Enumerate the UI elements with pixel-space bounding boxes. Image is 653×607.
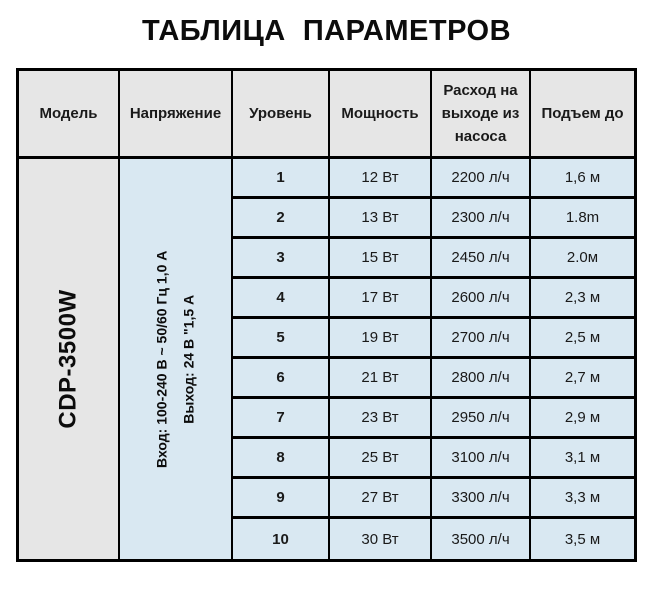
cell-flow: 2800 л/ч xyxy=(432,359,531,399)
cell-power: 13 Вт xyxy=(330,199,432,239)
cell-lift: 3,1 м xyxy=(531,439,634,479)
cell-level: 6 xyxy=(233,359,330,399)
cell-level: 2 xyxy=(233,199,330,239)
cell-power: 19 Вт xyxy=(330,319,432,359)
cell-level: 10 xyxy=(233,519,330,559)
cell-level: 5 xyxy=(233,319,330,359)
header-lift: Подъем до xyxy=(531,71,634,159)
header-power: Мощность xyxy=(330,71,432,159)
cell-flow: 2700 л/ч xyxy=(432,319,531,359)
cell-power: 21 Вт xyxy=(330,359,432,399)
cell-lift: 2,5 м xyxy=(531,319,634,359)
cell-lift: 1,6 м xyxy=(531,159,634,199)
cell-lift: 1.8m xyxy=(531,199,634,239)
cell-power: 12 Вт xyxy=(330,159,432,199)
cell-power: 17 Вт xyxy=(330,279,432,319)
voltage-cell xyxy=(120,159,233,559)
cell-power: 30 Вт xyxy=(330,519,432,559)
cell-level: 7 xyxy=(233,399,330,439)
cell-flow: 2450 л/ч xyxy=(432,239,531,279)
model-value: CDP-3500W xyxy=(54,289,82,429)
cell-power: 25 Вт xyxy=(330,439,432,479)
cell-flow: 2950 л/ч xyxy=(432,399,531,439)
cell-level: 8 xyxy=(233,439,330,479)
page-title: ТАБЛИЦА ПАРАМЕТРОВ xyxy=(141,15,512,47)
cell-lift: 2,9 м xyxy=(531,399,634,439)
voltage-input-line: Вход: 100-240 В ~ 50/60 Гц 1,0 А xyxy=(153,250,170,468)
cell-flow: 3100 л/ч xyxy=(432,439,531,479)
voltage-output-line: Выход: 24 В "1,5 А xyxy=(180,294,197,424)
cell-lift: 3,3 м xyxy=(531,479,634,519)
cell-level: 9 xyxy=(233,479,330,519)
cell-flow: 2300 л/ч xyxy=(432,199,531,239)
cell-flow: 2200 л/ч xyxy=(432,159,531,199)
cell-flow: 3500 л/ч xyxy=(432,519,531,559)
voltage-value xyxy=(148,250,203,467)
cell-lift: 2.0м xyxy=(531,239,634,279)
cell-flow: 2600 л/ч xyxy=(432,279,531,319)
cell-flow: 3300 л/ч xyxy=(432,479,531,519)
cell-level: 1 xyxy=(233,159,330,199)
cell-power: 15 Вт xyxy=(330,239,432,279)
header-flow: Расход на выходе из насоса xyxy=(432,71,531,159)
cell-level: 3 xyxy=(233,239,330,279)
header-model: Модель xyxy=(19,71,120,159)
model-cell xyxy=(19,159,120,559)
cell-lift: 2,3 м xyxy=(531,279,634,319)
header-level: Уровень xyxy=(233,71,330,159)
parameters-table xyxy=(16,68,637,562)
cell-power: 27 Вт xyxy=(330,479,432,519)
cell-lift: 3,5 м xyxy=(531,519,634,559)
cell-lift: 2,7 м xyxy=(531,359,634,399)
header-voltage: Напряжение xyxy=(120,71,233,159)
cell-level: 4 xyxy=(233,279,330,319)
cell-power: 23 Вт xyxy=(330,399,432,439)
